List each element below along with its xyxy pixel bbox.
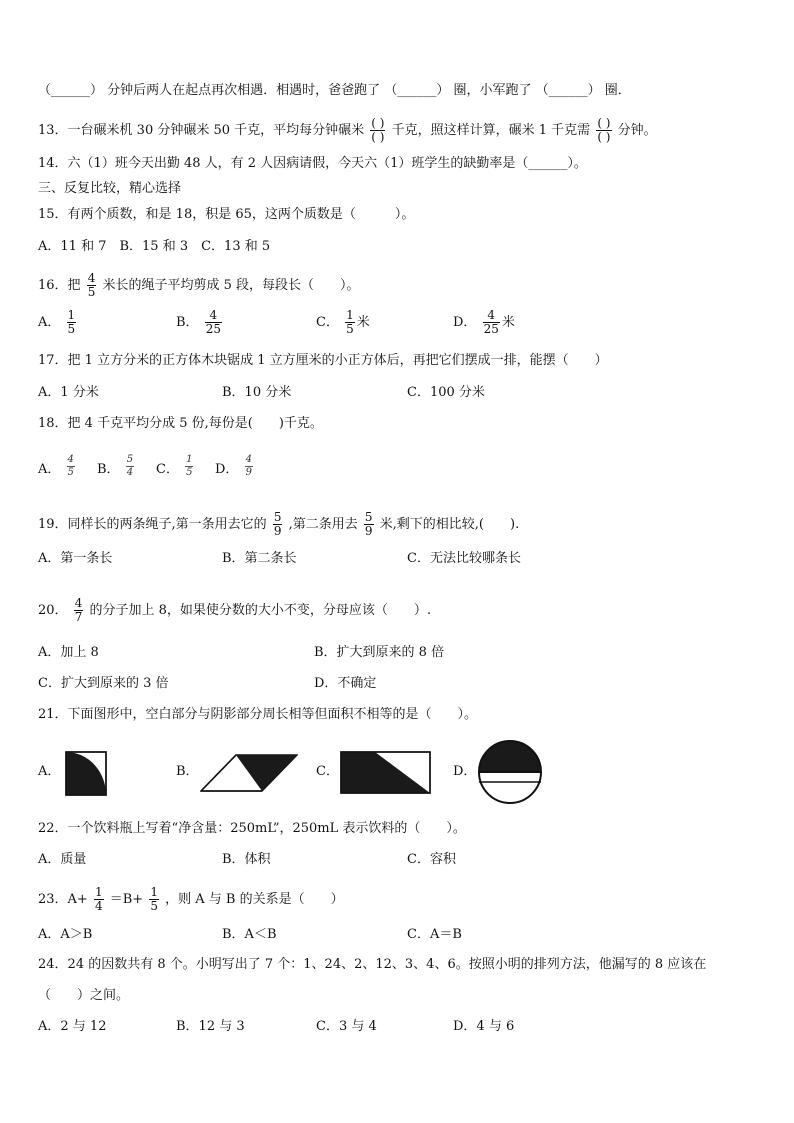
q21-figure-b-parallelogram[interactable] — [200, 753, 298, 793]
q19-option-a[interactable]: A．第一条长 — [38, 551, 113, 566]
q21-option-a-label[interactable]: A． — [38, 764, 61, 779]
question-19: 19．同样长的两条绳子,第一条用去它的 $\frac{5}{9}$ ,第二条用去 $\frac{5}{9}$ 米,剩下的相比较,( ). — [38, 510, 520, 538]
q17-option-c[interactable]: C．100 分米 — [407, 385, 485, 400]
q20-option-c[interactable]: C．扩大到原来的 3 倍 — [38, 676, 169, 691]
q19-option-c[interactable]: C．无法比较哪条长 — [407, 551, 521, 566]
q23-fraction-2: $\frac{1}{5}$ — [150, 885, 158, 913]
q16-option-d[interactable]: D． $\frac{4}{25}$ 米 — [453, 308, 515, 336]
q21-option-d-label[interactable]: D． — [453, 764, 477, 779]
question-16: 16．把 $\frac{4}{5}$ 米长的绳子平均剪成 5 段，每段长（ ）。 — [38, 271, 360, 299]
q22-option-b[interactable]: B．体积 — [222, 852, 271, 867]
q12-blank-3[interactable]: （______） — [535, 83, 601, 98]
q20-option-a[interactable]: A．加上 8 — [38, 645, 99, 660]
q22-option-a[interactable]: A．质量 — [38, 852, 87, 867]
q24-option-d[interactable]: D．4 与 6 — [453, 1019, 515, 1034]
q21-figure-a-quarter-circle[interactable] — [65, 751, 107, 796]
q16-option-c[interactable]: C． $\frac{1}{5}$ 米 — [316, 308, 370, 336]
q17-option-a[interactable]: A．1 分米 — [38, 385, 99, 400]
q18-option-b[interactable]: B． $\frac{5}{4}$ — [97, 454, 134, 478]
question-17: 17．把 1 立方分米的正方体木块锯成 1 立方厘米的小正方体后，再把它们摆成一排，能摆（ ） — [38, 353, 608, 368]
q16-option-a[interactable]: A． $\frac{1}{5}$ — [38, 308, 76, 336]
q24-option-c[interactable]: C．3 与 4 — [316, 1019, 377, 1034]
q20-fraction: $\frac{4}{7}$ — [74, 596, 83, 624]
question-21: 21．下面图形中，空白部分与阴影部分周长相等但面积不相等的是（ ）。 — [38, 707, 478, 722]
section-title: 三、反复比较，精心选择 — [38, 181, 182, 196]
question-14: 14．六（1）班今天出勤 48 人，有 2 人因病请假，今天六（1）班学生的缺勤率是（______）。 — [38, 156, 587, 171]
q16-fraction: $\frac{4}{5}$ — [87, 271, 96, 299]
q23-fraction-1: $\frac{1}{4}$ — [94, 885, 103, 913]
q24-option-b[interactable]: B．12 与 3 — [176, 1019, 245, 1034]
q13-blank-fraction-1[interactable]: $\frac{( )}{( )}$ — [371, 116, 385, 144]
q20-option-b[interactable]: B．扩大到原来的 8 倍 — [314, 645, 445, 660]
q18-option-c[interactable]: C． $\frac{1}{5}$ — [156, 454, 193, 478]
q18-option-d[interactable]: D． $\frac{4}{9}$ — [215, 454, 252, 478]
q22-option-c[interactable]: C．容积 — [407, 852, 456, 867]
q21-option-c-label[interactable]: C． — [316, 764, 339, 779]
q13-blank-fraction-2[interactable]: $\frac{( )}{( )}$ — [597, 116, 611, 144]
q16-option-b[interactable]: B． $\frac{4}{25}$ — [176, 308, 221, 336]
q21-figure-c-rectangle[interactable] — [340, 751, 431, 794]
q19-fraction-1: $\frac{5}{9}$ — [273, 510, 282, 538]
q23-option-b[interactable]: B．A＜B — [222, 927, 277, 942]
q12-line: （______） 分钟后两人在起点再次相遇．相遇时，爸爸跑了 （______） 圈，小军跑了 （______） 圈． — [38, 83, 631, 98]
question-18: 18．把 4 千克平均分成 5 份,每份是( )千克。 — [38, 416, 323, 431]
q19-option-b[interactable]: B．第二条长 — [222, 551, 297, 566]
q23-option-a[interactable]: A．A＞B — [38, 927, 93, 942]
q19-fraction-2: $\frac{5}{9}$ — [364, 510, 373, 538]
q24-option-a[interactable]: A．2 与 12 — [38, 1019, 107, 1034]
question-13: 13．一台碾米机 30 分钟碾米 50 千克，平均每分钟碾米 $\frac{( )}{( )}$ 千克，照这样计算，碾米 1 千克需 $\frac{( )}{( )}$ 分钟。 — [38, 116, 657, 144]
q21-option-b-label[interactable]: B． — [176, 764, 199, 779]
q23-option-c[interactable]: C．A＝B — [407, 927, 462, 942]
question-23: 23．A+ $\frac{1}{4}$ ＝B+ $\frac{1}{5}$ ，则 A 与 B 的关系是（ ） — [38, 885, 344, 913]
q18-option-a[interactable]: A． $\frac{4}{5}$ — [38, 454, 74, 478]
q17-option-b[interactable]: B．10 分米 — [222, 385, 292, 400]
question-15: 15．有两个质数，和是 18，积是 65，这两个质数是（ ）。 — [38, 207, 415, 222]
question-24-line-1: 24．24 的因数共有 8 个。小明写出了 7 个：1、24、2、12、3、4、6。按照小明的排列方法，他漏写的 8 应该在 — [38, 957, 707, 972]
q15-options[interactable]: A．11 和 7 B．15 和 3 C．13 和 5 — [38, 239, 271, 254]
q20-option-d[interactable]: D．不确定 — [314, 676, 377, 691]
q12-blank-1[interactable]: （______） — [38, 83, 104, 98]
q12-blank-2[interactable]: （______） — [384, 83, 450, 98]
q21-figure-d-circle[interactable] — [476, 738, 544, 806]
question-22: 22．一个饮料瓶上写着“净含量：250mL”，250mL 表示饮料的（ ）。 — [38, 821, 466, 836]
question-20: 20． $\frac{4}{7}$ 的分子加上 8，如果使分数的大小不变，分母应该（ ）. — [38, 596, 432, 624]
question-24-line-2: （ ）之间。 — [38, 988, 130, 1003]
